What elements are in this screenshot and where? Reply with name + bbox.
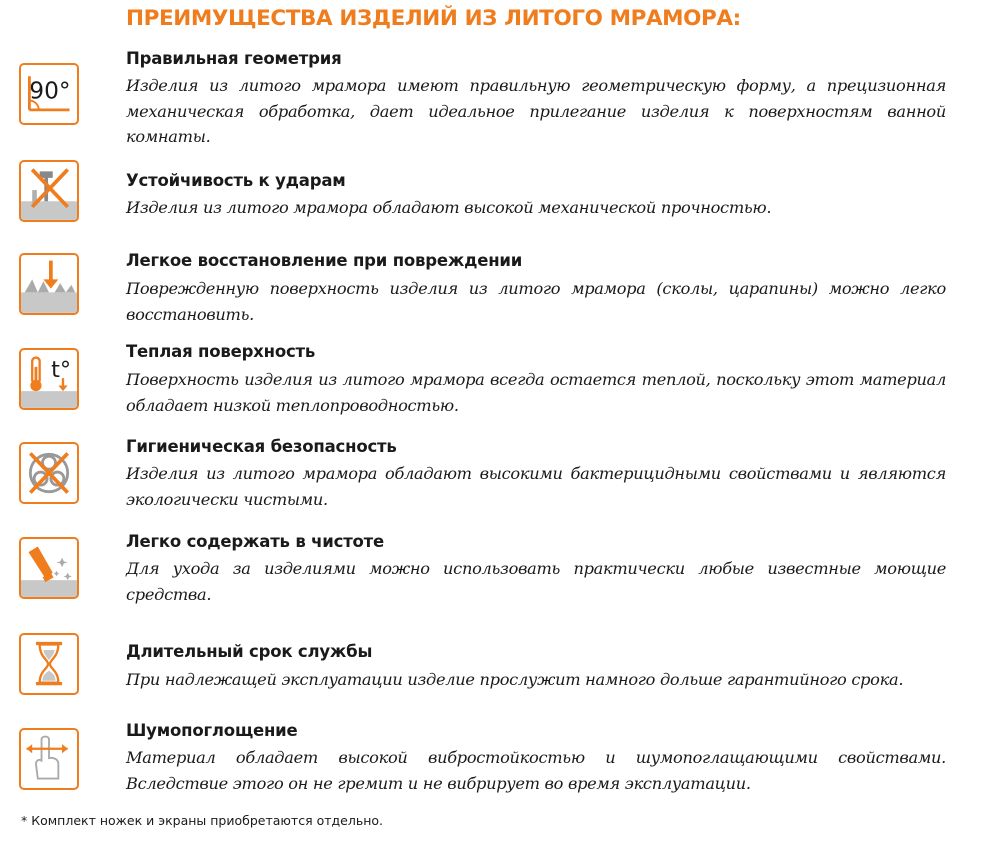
biohazard-crossed-icon [19,442,79,504]
item-heading: Устойчивость к ударам [126,171,346,190]
item-heading: Шумопоглощение [126,721,298,740]
item-description: Для ухода за изделиями можно использовать практически любые известные моющие средства. [126,559,946,604]
thermometer-icon [19,348,79,410]
item-description: При надлежащей эксплуатации изделие прослужит намного дольше гарантийного срока. [126,670,904,689]
cleaning-spray-icon [19,537,79,599]
item-heading: Легко содержать в чистоте [126,532,385,551]
item-description: Изделия из литого мрамора обладают высокими бактерицидными свойствами и являются экологически чистыми. [126,464,946,509]
item-heading: Легкое восстановление при повреждении [126,251,523,270]
hammer-impact-icon [19,160,79,222]
footnote: * Комплект ножек и экраны приобретаются отдельно. [21,813,383,828]
item-heading: Правильная геометрия [126,49,342,68]
icon-90-label: 90° [29,76,71,105]
hourglass-icon [19,633,79,695]
item-heading: Теплая поверхность [126,342,316,361]
item-description: Материал обладает высокой вибростойкостью и шумопоглащающими свойствами. Вследствие этого он не гремит и не вибрирует во время эксплуатации. [126,748,946,793]
page-title: ПРЕИМУЩЕСТВА ИЗДЕЛИЙ ИЗ ЛИТОГО МРАМОРА: [126,6,741,31]
item-heading: Гигиеническая безопасность [126,437,397,456]
item-heading: Длительный срок службы [126,642,373,661]
item-description: Изделия из литого мрамора обладают высокой механической прочностью. [126,198,772,217]
item-description: Изделия из литого мрамора имеют правильную геометрическую форму, а прецизионная механическая обработка, дает идеальное прилегание изделия к поверхностям ванной комнаты. [126,76,946,146]
item-description: Поверхность изделия из литого мрамора всегда остается теплой, поскольку этот материал обладает низкой теплопроводностью. [126,370,946,415]
surface-repair-icon [19,253,79,315]
right-angle-90-icon [19,63,79,125]
finger-silence-icon [19,728,79,790]
icon-t-label: t° [51,357,72,384]
item-description: Поврежденную поверхность изделия из литого мрамора (сколы, царапины) можно легко восстановить. [126,279,946,324]
